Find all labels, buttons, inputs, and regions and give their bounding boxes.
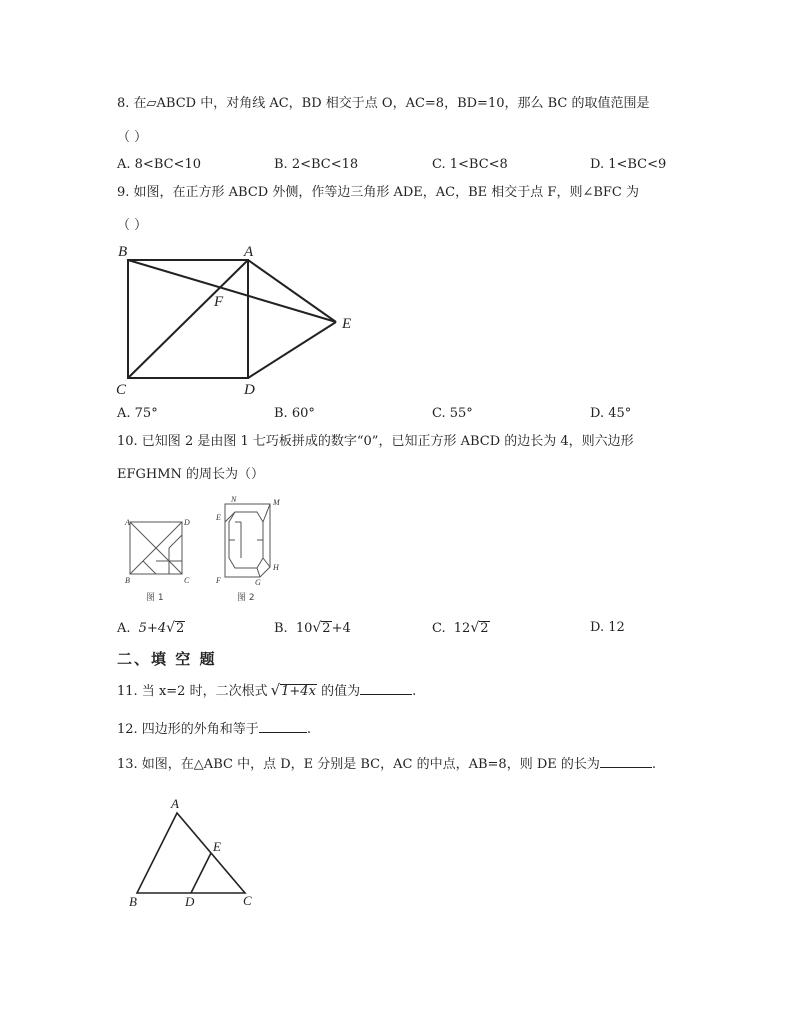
q10-option-a: A. 5+4√2 [117,620,185,636]
q10-option-c-prefix: C. [432,621,446,636]
fig2-label-h: H [273,563,279,572]
q12-line: 12. 四边形的外角和等于 . [117,722,311,737]
q10-option-c: C. 12√2 [432,620,489,636]
q8-paren: （ ） [117,130,148,145]
q10-tangram-figures [115,492,295,610]
q8-option-d: D. 1<BC<9 [590,157,667,172]
q12-text: 12. 四边形的外角和等于 [117,722,259,737]
q9-option-b: B. 60° [274,406,315,421]
segment-de [248,322,336,378]
fig2-label-g: G [255,578,261,587]
section-heading: 二、填 空 题 [117,650,217,668]
q10-option-d: D. 12 [590,620,625,635]
q9-paren: （ ） [117,218,148,233]
q11-radicand: 1+4x [281,684,316,699]
q8-option-c: C. 1<BC<8 [432,157,508,172]
fig2-caption: 图 2 [237,593,255,603]
q11-line: 11. 当 x=2 时，二次根式 √1+4x 的值为 . [117,681,417,699]
q8-stem: 8. 在▱ABCD 中，对角线 AC，BD 相交于点 O，AC=8，BD=10，那么 BC 的取值范围是 [117,96,650,111]
label-d: D [244,382,255,398]
q10-option-a-prefix: A. [117,621,131,636]
q13-triangle-figure [125,795,265,910]
segment-be [128,260,336,322]
q10-option-b-radicand: 2 [322,621,331,636]
fig2-label-f: F [216,576,221,585]
q13-text: 13. 如图，在△ABC 中，点 D，E 分别是 BC，AC 的中点，AB=8，则 DE 的长为 [117,757,600,772]
q9-option-d: D. 45° [590,406,632,421]
fig2-label-m: M [273,498,280,507]
fig1-caption: 图 1 [146,593,164,603]
q9-square-triangle-figure [110,240,370,400]
q10-option-c-coef: 12 [453,621,471,636]
q10-option-c-radicand: 2 [480,621,489,636]
q10-option-a-term: 5+4 [138,621,167,636]
q11-prefix: 11. 当 x=2 时，二次根式 [117,684,268,699]
fig1-label-d: D [184,518,190,527]
label-a: A [171,796,179,811]
fig1-label-a: A [125,518,130,527]
q10-option-b: B. 10√2+4 [274,620,351,636]
fig1-label-c: C [184,576,190,585]
label-e: E [213,839,221,854]
q13-line: 13. 如图，在△ABC 中，点 D，E 分别是 BC，AC 的中点，AB=8，则 DE 的长为 . [117,757,657,772]
label-b: B [118,244,128,260]
q13-answer-blank[interactable] [600,755,652,768]
label-c: C [116,382,127,398]
q12-answer-blank[interactable] [259,720,307,733]
label-b: B [129,894,137,909]
segment-ae [248,260,336,322]
label-f: F [214,294,224,310]
fig2-label-n: N [231,495,237,504]
triangle-abc [137,813,245,893]
fig2-label-e: E [216,513,221,522]
q10-option-b-prefix: B. [274,621,288,636]
label-d: D [185,894,195,909]
label-a: A [244,244,254,260]
q8-option-b: B. 2<BC<18 [274,157,359,172]
q9-option-c: C. 55° [432,406,473,421]
q10-option-b-coef: 10 [295,621,313,636]
q9-stem: 9. 如图，在正方形 ABCD 外侧，作等边三角形 ADE，AC，BE 相交于点 F，则∠BFC 为 [117,185,639,200]
q11-suffix: 的值为 [321,684,361,699]
q10-stem-line1: 10. 已知图 2 是由图 1 七巧板拼成的数字“0”，已知正方形 ABCD 的边长为 4，则六边形 [117,434,634,449]
q9-option-a: A. 75° [117,406,158,421]
label-e: E [342,316,352,332]
q8-option-a: A. 8<BC<10 [117,157,201,172]
q10-stem-line2: EFGHMN 的周长为（） [117,467,265,482]
q10-option-b-tail: +4 [331,621,351,636]
segment-de [191,853,211,893]
fig1-label-b: B [125,576,130,585]
label-c: C [243,893,252,908]
q11-answer-blank[interactable] [360,682,412,695]
q10-option-a-radicand: 2 [176,621,185,636]
